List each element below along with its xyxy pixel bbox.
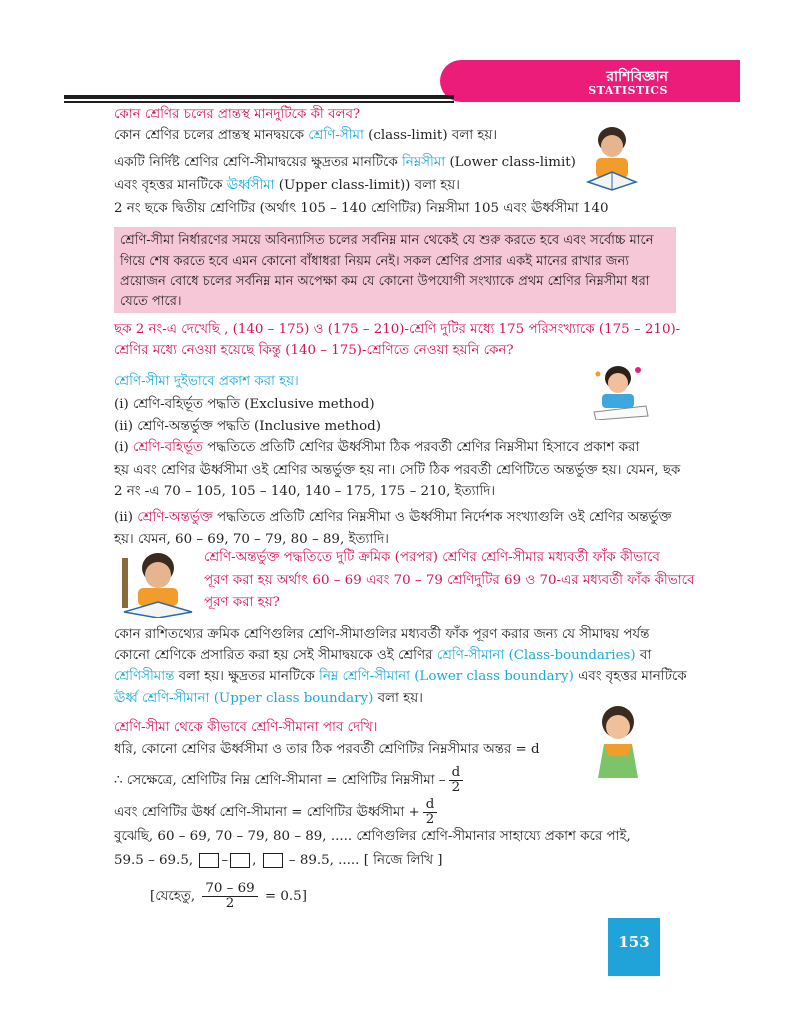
- exclusive-explain-line: 2 নং -এ 70 – 105, 105 – 140, 140 – 175, 175 – 210, ইত্যাদি।: [114, 484, 496, 499]
- method-exclusive: (i) শ্রেণি-বহির্ভূত পদ্ধতি (Exclusive method): [114, 397, 375, 412]
- header-rule-thick: [64, 95, 454, 99]
- lower-boundary-formula: ∴ সেক্ষেত্রে, শ্রেণিটির নিম্ন শ্রেণি-সীমানা = শ্রেণিটির নিম্নসীমা – $\frac{d}{2}$: [114, 766, 466, 795]
- child-writing-illustration: [590, 362, 650, 420]
- question-3-line: পূরণ করা হয় অর্থাৎ 60 – 69 এবং 70 – 79 শ্রেণিদুটির 69 ও 70-এর মধ্যবর্তী ফাঁক কীভাবে: [204, 573, 695, 588]
- thinking-boy-illustration: [118, 548, 198, 618]
- boundary-heading: শ্রেণি-সীমা থেকে কীভাবে শ্রেণি-সীমানা পাব দেখি।: [114, 720, 378, 735]
- term-lower-boundary: নিম্ন শ্রেণি-সীমানা (Lower class boundary): [318, 669, 574, 684]
- term-upper-limit: ঊর্ধ্বসীমা: [226, 178, 275, 193]
- reason-line: [যেহেতু, $\frac{70 - 69}{2}$ = 0.5]: [150, 881, 307, 911]
- boundary-def-line: ঊর্ধ্ব শ্রেণি-সীমানা (Upper class boundary) বলা হয়।: [114, 691, 423, 706]
- term-exclusive: শ্রেণি-বহির্ভূত: [133, 440, 203, 455]
- header-ribbon: [440, 60, 740, 102]
- para-line: 2 নং ছকে দ্বিতীয় শ্রেণিটির (অর্থাৎ 105 – 140 শ্রেণিটির) নিম্নসীমা 105 এবং ঊর্ধ্বসীমা 140: [114, 201, 609, 216]
- para-line: এবং বৃহত্তর মানটিকে ঊর্ধ্বসীমা (Upper class-limit)) বলা হয়।: [114, 178, 460, 193]
- term-lower-limit: নিম্নসীমা: [401, 155, 446, 170]
- method-inclusive: (ii) শ্রেণি-অন্তর্ভুক্ত পদ্ধতি (Inclusive method): [114, 419, 381, 434]
- methods-heading: শ্রেণি-সীমা দুইভাবে প্রকাশ করা হয়।: [114, 374, 299, 389]
- question-3-line: শ্রেণি-অন্তর্ভুক্ত পদ্ধতিতে দুটি ক্রমিক (পরপর) শ্রেণির শ্রেণি-সীমার মধ্যবর্তী ফাঁক কীভাবে: [204, 550, 660, 565]
- page-number-box: [608, 918, 660, 976]
- exclusive-explain-line: হয় এবং শ্রেণির ঊর্ধ্বসীমা ওই শ্রেণির অন্তর্ভুক্ত হয় না। সেটি ঠিক পরবর্তী শ্রেণিটিতে অন্তর্ভুক্ত হয়। যেমন, ছক: [114, 463, 681, 478]
- term-inclusive: শ্রেণি-অন্তর্ভুক্ত: [137, 510, 213, 525]
- boundary-def-line: কোন রাশিতথ্যের ক্রমিক শ্রেণিগুলির শ্রেণি-সীমাগুলির মধ্যবর্তী ফাঁক পূরণ করার জন্য যে সীমাদ্বয় পর্যন্ত: [114, 627, 650, 642]
- blank-box[interactable]: [199, 853, 219, 868]
- note-line: গিয়ে শেষ করতে হবে এমন কোনো বাঁধাধরা নিয়ম নেই। সকল শ্রেণির প্রসার একই মানের রাখার জন্য: [120, 254, 630, 269]
- boundary-def-line: শ্রেণিসীমান্ত বলা হয়। ক্ষুদ্রতর মানটিকে নিম্ন শ্রেণি-সীমানা (Lower class boundary) এবং বৃহত্তর মানটিকে: [114, 669, 687, 684]
- note-line: শ্রেণি-সীমা নির্ধারণের সময়ে অবিন্যাসিত চলের সর্বনিম্ন মান থেকেই যে শুরু করতে হবে এবং সর্বোচ্চ মানে: [120, 233, 654, 248]
- note-box: [114, 227, 676, 313]
- para-line: একটি নির্দিষ্ট শ্রেণির শ্রেণি-সীমাদ্বয়ের ক্ষুদ্রতর মানটিকে নিম্নসীমা (Lower class-limit): [114, 155, 576, 170]
- fraction-70-69-over-2: $\frac{70 - 69}{2}$: [202, 882, 257, 911]
- question-2-line: শ্রেণির মধ্যে নেওয়া হয়েছে কিন্তু (140 – 175)-শ্রেণিতে নেওয়া হয়নি কেন?: [114, 343, 514, 358]
- note-line: প্রয়োজন বোধে চলের সর্বনিম্ন মান অপেক্ষা কম যে কোনো উপযোগী সংখ্যাকে প্রথম শ্রেণির নিম্নসীমা ধরা: [120, 274, 650, 289]
- header-rule-thin: [64, 101, 454, 103]
- boy-reading-illustration: [582, 120, 642, 192]
- term-class-limit: শ্রেণি-সীমা: [308, 128, 364, 143]
- example-line: বুঝেছি, 60 – 69, 70 – 79, 80 – 89, ..... শ্রেণিগুলির শ্রেণি-সীমানার সাহায্যে প্রকাশ করে পাই,: [114, 829, 631, 844]
- note-line: যেতে পারে।: [120, 294, 182, 309]
- term-class-boundaries: শ্রেণি-সীমানা (Class-boundaries): [436, 648, 636, 663]
- term-class-boundary-alt: শ্রেণিসীমান্ত: [114, 669, 175, 684]
- subject-english: STATISTICS: [588, 84, 668, 97]
- blank-box[interactable]: [263, 853, 283, 868]
- upper-boundary-formula: এবং শ্রেণিটির ঊর্ধ্ব শ্রেণি-সীমানা = শ্রেণিটির ঊর্ধ্বসীমা + $\frac{d}{2}$: [114, 798, 440, 827]
- fraction-d-over-2: $\frac{d}{2}$: [449, 766, 464, 795]
- page-number: 153: [618, 933, 650, 951]
- girl-illustration: [588, 700, 648, 778]
- subject-bengali: রাশিবিজ্ঞান: [606, 69, 668, 85]
- blank-box[interactable]: [230, 853, 250, 868]
- para-line: কোন শ্রেণির চলের প্রান্তস্থ মানদ্বয়কে শ্রেণি-সীমা (class-limit) বলা হয়।: [114, 128, 498, 143]
- fill-in-line: 59.5 – 69.5, – , – 89.5, ..... [ নিজে লিখি ]: [114, 853, 443, 868]
- inclusive-explain-line: (ii) শ্রেণি-অন্তর্ভুক্ত পদ্ধতিতে প্রতিটি শ্রেণির নিম্নসীমা ও ঊর্ধ্বসীমা নির্দেশক সংখ্যাগুলি ওই শ্রেণির অন্তর্ভুক্ত: [114, 510, 672, 525]
- term-upper-boundary: ঊর্ধ্ব শ্রেণি-সীমানা (Upper class boundary): [114, 691, 374, 706]
- question-3-line: পূরণ করা হয়?: [204, 595, 280, 610]
- exclusive-explain-line: (i) শ্রেণি-বহির্ভূত পদ্ধতিতে প্রতিটি শ্রেণির ঊর্ধ্বসীমা ঠিক পরবর্তী শ্রেণির নিম্নসীমা হিসাবে প্রকাশ করা: [114, 440, 640, 455]
- fraction-d-over-2: $\frac{d}{2}$: [423, 798, 438, 827]
- question-2-line: ছক 2 নং-এ দেখেছি , (140 – 175) ও (175 – 210)-শ্রেণি দুটির মধ্যে 175 পরিসংখ্যাকে (175 – 210)-: [114, 322, 681, 337]
- question-1: কোন শ্রেণির চলের প্রান্তস্থ মানদুটিকে কী বলব?: [114, 107, 361, 122]
- inclusive-explain-line: হয়। যেমন, 60 – 69, 70 – 79, 80 – 89, ইত্যাদি।: [114, 532, 389, 547]
- assumption-line: ধরি, কোনো শ্রেণির ঊর্ধ্বসীমা ও তার ঠিক পরবর্তী শ্রেণিটির নিম্নসীমার অন্তর = d: [114, 742, 540, 757]
- boundary-def-line: কোনো শ্রেণিকে প্রসারিত করা হয় সেই সীমাদ্বয়কে ওই শ্রেণির শ্রেণি-সীমানা (Class-boundaries) বা: [114, 648, 652, 663]
